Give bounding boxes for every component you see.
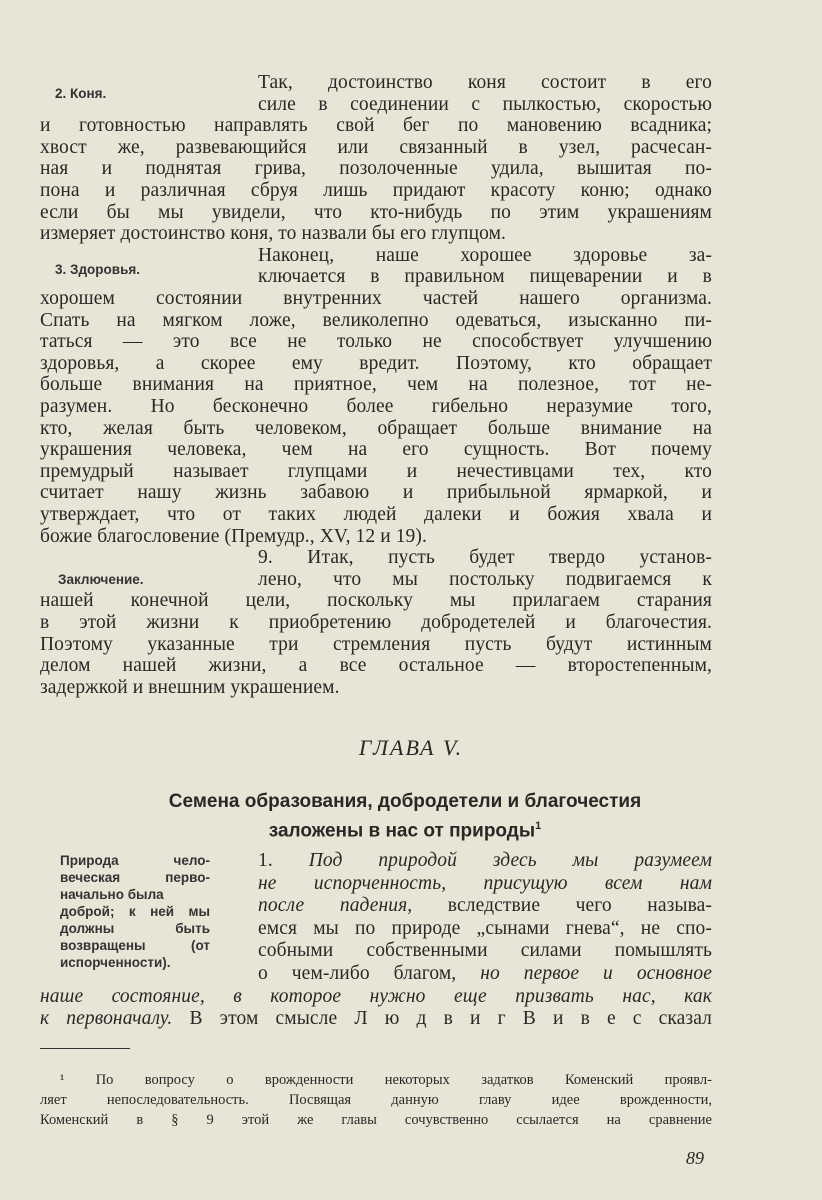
text-line: таться — это все не только не способствует улучшению: [40, 331, 712, 353]
text-line: силе в соединении с пылкостью, скоростью: [258, 93, 712, 115]
text-span: о чем-либо благом,: [258, 963, 481, 984]
text-line: [258, 963, 712, 985]
chapter-title: ГЛАВА V.: [358, 735, 464, 760]
margin-note-line: возвращены (от: [60, 938, 210, 953]
text-span: вследствие чего называ-: [412, 895, 712, 917]
chapter-subtitle-line-1: Семена образования, добродетели и благочестия: [168, 791, 642, 812]
text-line: здоровья, а скорее ему вредит. Поэтому, кто обращает: [40, 352, 712, 374]
italic-text: после падения,: [258, 895, 413, 917]
margin-note-line: испорченности).: [60, 955, 171, 970]
margin-note-health: 3. Здоровья.: [55, 262, 141, 277]
margin-note-line: должны быть: [60, 921, 210, 936]
footnote-line: Коменский в § 9 этой же главы сочувственно ссылается на сравнение: [40, 1112, 712, 1128]
text-line: больше внимания на приятное, чем на полезное, тот не-: [40, 374, 712, 396]
text-line: украшения человека, чем на его сущность. Вот почему: [40, 439, 712, 461]
text-line: и готовностью направлять свой бег по мановению всадника;: [40, 115, 712, 137]
footnote-mark: 1: [535, 820, 542, 832]
text-line: [258, 895, 712, 917]
text-line: [258, 873, 712, 895]
text-span: собными собственными силами помышлять: [258, 940, 712, 962]
text-line: в этой жизни к приобретению добродетелей и благочестия.: [40, 612, 712, 633]
text-line: хвост же, развевающийся или связанный в узел, расчесан-: [40, 136, 712, 158]
text-line: задержкой и внешним украшением.: [40, 676, 340, 698]
text-line: делом нашей жизни, а все остальное — второстепенным,: [40, 655, 712, 677]
text-line: [40, 986, 712, 1008]
text-span: емся мы по природе „сынами гнева“, не спо-: [258, 917, 712, 939]
margin-note-line: Природа чело-: [60, 853, 210, 868]
margin-note-line: доброй; к ней мы: [60, 904, 210, 919]
text-line: [258, 940, 712, 962]
page-number: 89: [686, 1148, 704, 1168]
text-line: нашей конечной цели, поскольку мы прилагаем старания: [40, 590, 712, 612]
text-line: считает нашу жизнь забавою и прибыльной ярмаркой, и: [40, 482, 712, 504]
text-span: В этом смысле Л ю д в и г В и в е с сказал: [172, 1008, 712, 1030]
margin-note-line: веческая перво-: [60, 870, 210, 885]
text-line: кто, желая быть человеком, обращает больше внимание на: [40, 417, 712, 439]
text-line: хорошем состоянии внутренних частей нашего организма.: [40, 288, 712, 309]
text-line: 9. Итак, пусть будет твердо установ-: [258, 547, 712, 569]
text-line: Так, достоинство коня состоит в его: [258, 72, 712, 93]
text-line: Поэтому указанные три стремления пусть будут истинным: [40, 633, 712, 655]
text-line: премудрый называет глупцами и нечестивцами тех, кто: [40, 460, 712, 482]
footnote-divider: [40, 1048, 130, 1049]
text-line: утверждает, что от таких людей далеки и божия хвала и: [40, 504, 712, 525]
italic-text: наше состояние, в которое нужно еще призвать нас, как: [40, 985, 712, 1007]
subtitle-text: заложены в нас от природы: [268, 820, 536, 842]
footnote-line: ляет непоследовательность. Посвящая данную главу идее врожденности,: [40, 1092, 712, 1108]
chapter-subtitle-line-2: [60, 814, 750, 843]
text-line: лено, что мы постольку подвигаемся к: [258, 568, 712, 590]
margin-note-conclusion: Заключение.: [58, 572, 144, 587]
text-line: ключается в правильном пищеварении и в: [258, 266, 712, 288]
text-line: разумен. Но бесконечно более гибельно неразумие того,: [40, 396, 712, 417]
text-line: пона и различная сбруя лишь придают красоту коню; однако: [40, 180, 712, 201]
text-line: ная и поднятая грива, позолоченные удила, вышитая по-: [40, 158, 712, 180]
text-line: измеряет достоинство коня, то назвали бы его глупцом.: [40, 223, 507, 245]
text-line: Наконец, наше хорошее здоровье за-: [258, 244, 712, 266]
italic-text: к первоначалу.: [40, 1008, 173, 1030]
text-line: [40, 1008, 712, 1030]
text-span: 1.: [258, 850, 309, 871]
italic-text: но первое и основное: [480, 963, 712, 984]
text-line: Спать на мягком ложе, великолепно одеваться, изысканно пи-: [40, 309, 712, 331]
margin-note-horse: 2. Коня.: [55, 86, 107, 101]
footnote-line: ¹ По вопросу о врожденности некоторых задатков Коменский проявл-: [60, 1072, 712, 1088]
text-line: если бы мы увидели, что кто-нибудь по этим украшениям: [40, 201, 712, 223]
italic-text: не испорченность, присущую всем нам: [258, 872, 712, 894]
italic-text: Под природой здесь мы разумеем: [308, 850, 712, 871]
text-line: [258, 850, 712, 872]
text-line: [258, 918, 712, 940]
margin-note-line: начально была: [60, 887, 164, 902]
text-line: божие благословение (Премудр., XV, 12 и 19).: [40, 525, 427, 547]
margin-note-nature: [60, 852, 210, 971]
